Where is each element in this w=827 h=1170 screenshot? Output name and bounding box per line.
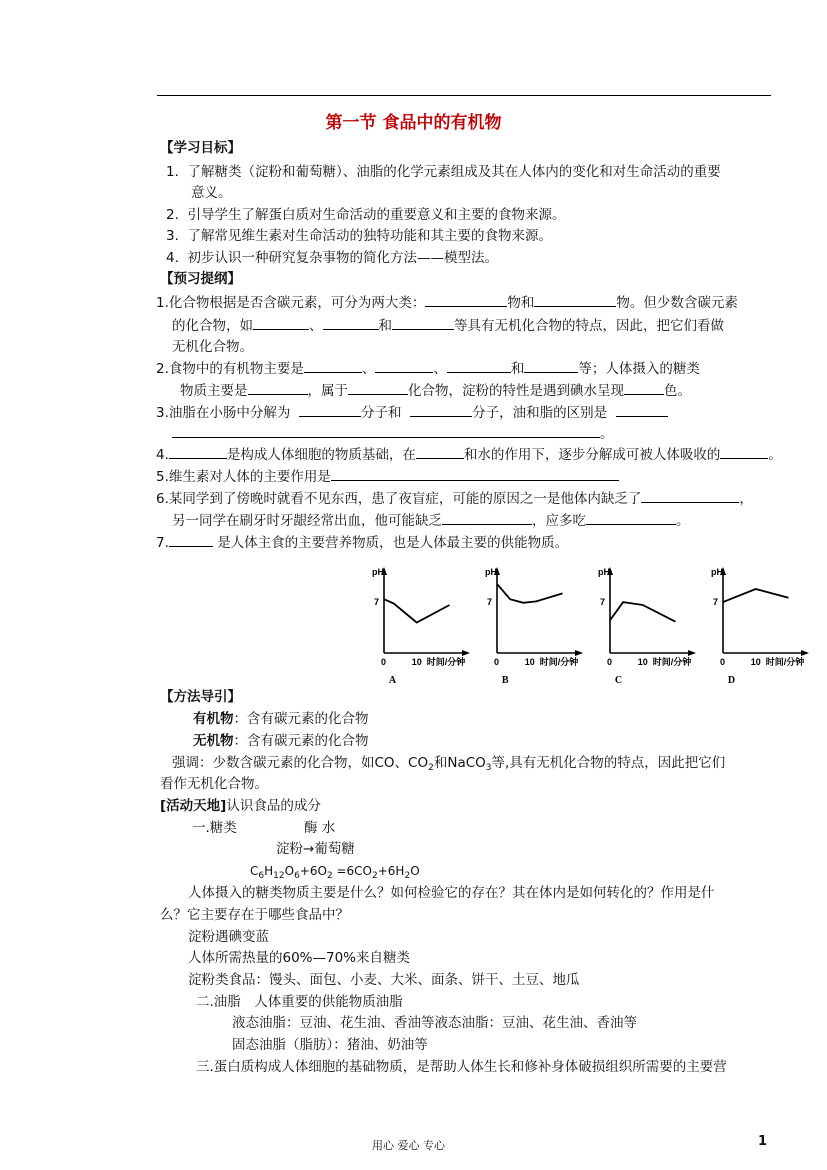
objective-1-cont: 意义。 — [191, 185, 232, 201]
sugar-question: 人体摄入的糖类物质主要是什么？如何检验它的存在？其在体内是如何转化的？作用是什 — [188, 885, 715, 901]
x-axis-arrow — [801, 650, 809, 656]
solid-fat: 固态油脂（脂肪）：猪油、奶油等 — [232, 1037, 428, 1053]
objective-3: 3. 了解常见维生素对生命活动的独特功能和其主要的食物来源。 — [166, 228, 552, 244]
starch-iodine: 淀粉遇碘变蓝 — [188, 929, 269, 945]
header-rule — [157, 95, 771, 96]
y-axis-label: pH — [598, 567, 610, 577]
blank[interactable] — [447, 359, 511, 373]
x-tick-label: 10 — [637, 657, 648, 667]
series-line — [384, 599, 450, 622]
page-title: 第一节 食品中的有机物 — [325, 113, 502, 133]
blank[interactable] — [169, 445, 227, 459]
page-number: 1 — [758, 1134, 768, 1149]
x-axis-label: 时间/分钟 — [539, 657, 579, 667]
objectives-heading: 【学习目标】 — [160, 140, 241, 156]
protein-note: 三.蛋白质构成人体细胞的基础物质，是帮助人体生长和修补身体破损组织所需要的主要营 — [196, 1059, 727, 1075]
sugar-title: 一.糖类 — [192, 820, 237, 836]
x-axis-label: 时间/分钟 — [765, 657, 805, 667]
objective-4: 4. 初步认识一种研究复杂事物的简化方法——模型法。 — [166, 250, 498, 266]
blank[interactable] — [442, 511, 532, 525]
x-axis-arrow — [575, 650, 583, 656]
x-tick-label: 10 — [411, 657, 422, 667]
blank[interactable] — [624, 381, 664, 395]
inorganic-definition: 无机物：含有碳元素的化合物 — [193, 733, 369, 749]
question-5: 5.维生素对人体的主要作用是 — [156, 467, 619, 486]
chart-label: D — [727, 675, 736, 685]
series-line — [723, 589, 789, 602]
question-7: 7. 是人体主食的主要营养物质，也是人体最主要的供能物质。 — [156, 535, 569, 551]
liquid-fat: 液态油脂：豆油、花生油、香油等液态油脂：豆油、花生油、香油等 — [232, 1015, 637, 1031]
blank[interactable] — [534, 293, 616, 307]
question-1-line3: 无机化合物。 — [172, 339, 253, 355]
blank[interactable] — [641, 489, 699, 503]
y-axis-label: pH — [711, 567, 723, 577]
question-3: 3.油脂在小肠中分解为 分子和 分子，油和脂的区别是 — [156, 403, 668, 422]
y-axis-label: pH — [485, 567, 497, 577]
blank[interactable] — [392, 316, 454, 330]
objective-1: 1. 了解糖类（淀粉和葡萄糖）、油脂的化学元素组成及其在人体内的变化和对生命活动的重要 — [166, 164, 721, 180]
preview-heading: 【预习提纲】 — [160, 271, 241, 287]
blank[interactable] — [416, 445, 464, 459]
x-tick-label: 10 — [750, 657, 761, 667]
question-6-line2: 另一同学在刷牙时牙龈经常出血，他可能缺乏 ，应多吃 。 — [172, 513, 690, 529]
question-1-line2: 的化合物，如 、 和 等具有无机化合物的特点，因此，把它们看做 — [172, 318, 724, 334]
starch-foods: 淀粉类食品：馒头、面包、小麦、大米、面条、饼干、土豆、地瓜 — [188, 972, 580, 988]
question-2-line2: 物质主要是 ，属于 化合物，淀粉的特性是遇到碘水呈现 色。 — [180, 383, 691, 399]
sugar-question-line2: 么？它主要存在于哪些食品中？ — [160, 907, 349, 923]
question-2: 2.食物中的有机物主要是 、 、 和 等；人体摄入的糖类 — [156, 361, 700, 377]
blank[interactable] — [616, 403, 668, 417]
chart-label: B — [501, 675, 509, 685]
blank[interactable] — [323, 316, 379, 330]
series-line — [610, 602, 676, 622]
question-3-line2: 。 — [172, 424, 614, 443]
blank[interactable] — [425, 293, 507, 307]
blank[interactable] — [169, 533, 213, 547]
blank[interactable] — [304, 359, 362, 373]
chart-label: A — [388, 675, 397, 685]
ph-charts-figure — [368, 565, 822, 685]
y-tick-label: 7 — [374, 597, 380, 608]
activity-heading: [活动天地]认识食品的成分 — [160, 798, 321, 814]
blank[interactable] — [720, 445, 768, 459]
energy-note: 人体所需热量的60%—70%来自糖类 — [188, 950, 411, 966]
x-tick-label: 0 — [607, 657, 613, 667]
x-tick-label: 0 — [494, 657, 500, 667]
y-axis-label: pH — [372, 567, 384, 577]
blank[interactable] — [699, 489, 739, 503]
blank[interactable] — [172, 424, 600, 438]
series-line — [497, 584, 563, 603]
enzyme-label: 酶 水 — [304, 820, 336, 836]
blank[interactable] — [348, 381, 408, 395]
blank[interactable] — [586, 511, 676, 525]
x-tick-label: 0 — [381, 657, 387, 667]
x-axis-label: 时间/分钟 — [652, 657, 692, 667]
blank[interactable] — [410, 403, 472, 417]
x-axis-label: 时间/分钟 — [426, 657, 466, 667]
method-heading: 【方法导引】 — [160, 689, 241, 705]
y-tick-label: 7 — [600, 597, 606, 608]
question-4: 4. 是构成人体细胞的物质基础，在 和水的作用下，逐步分解成可被人体吸收的 。 — [156, 447, 782, 463]
emphasis-note: 强调：少数含碳元素的化合物，如CO、$CO_2$和NaCO$_3$等,具有无机化合物的特点，因此把它们 — [172, 755, 726, 773]
starch-reaction: 淀粉→葡萄糖 — [276, 841, 355, 857]
x-tick-label: 10 — [524, 657, 535, 667]
objective-2: 2. 引导学生了解蛋白质对生命活动的重要意义和主要的食物来源。 — [166, 207, 566, 223]
blank[interactable] — [248, 381, 308, 395]
chart-label: C — [614, 675, 623, 685]
x-tick-label: 0 — [720, 657, 726, 667]
x-axis-arrow — [462, 650, 470, 656]
x-axis-arrow — [688, 650, 696, 656]
organic-definition: 有机物：含有碳元素的化合物 — [193, 711, 369, 727]
y-tick-label: 7 — [487, 597, 493, 608]
question-6: 6.某同学到了傍晚时就看不见东西，患了夜盲症，可能的原因之一是他体内缺乏了 ， — [156, 491, 753, 507]
y-tick-label: 7 — [713, 597, 719, 608]
blank[interactable] — [299, 403, 361, 417]
blank[interactable] — [524, 359, 578, 373]
footer-motto: 用心 爱心 专心 — [372, 1139, 445, 1152]
blank[interactable] — [375, 359, 433, 373]
emphasis-note-line2: 看作无机化合物。 — [160, 776, 268, 792]
fat-title: 二.油脂 人体重要的供能物质油脂 — [196, 994, 403, 1010]
glucose-equation: $C_6H_{12}O_6+6O_2 =6CO_2+6H_2O$ — [250, 864, 420, 881]
blank[interactable] — [331, 467, 619, 481]
blank[interactable] — [253, 316, 309, 330]
question-1: 1.化合物根据是否含碳元素，可分为两大类： 物和 物。但少数含碳元素 — [156, 295, 738, 311]
